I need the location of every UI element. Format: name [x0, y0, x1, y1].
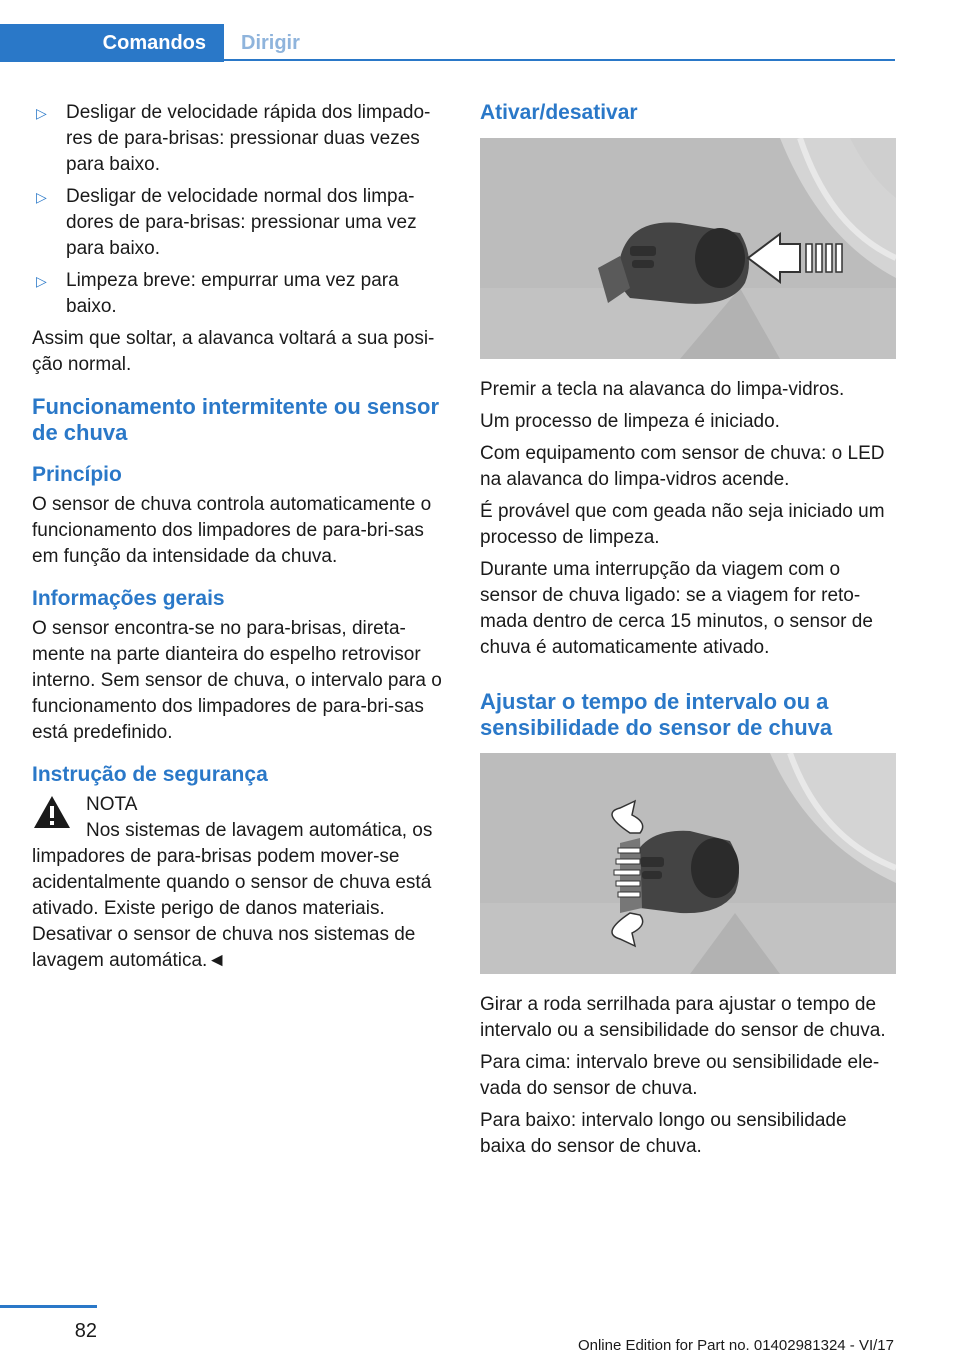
- bullet-list: [32, 100, 446, 320]
- triangle-bullet-icon: ▷: [36, 273, 47, 289]
- tab-dirigir[interactable]: Dirigir: [241, 31, 300, 54]
- paragraph-principio: O sensor de chuva controla automaticamente o funcionamento dos limpadores de para-bri-sas em função da intensidade da chuva.: [32, 494, 432, 567]
- nota-text: limpadores de para-brisas podem mover-se acidentalmente quando o sensor de chuva está ativado. Existe perigo de danos materiais. Desativar o sensor de chuva nos sistemas de lavagem automática.◄: [32, 846, 432, 971]
- page-number: 82: [74, 1320, 97, 1342]
- left-column: [32, 100, 446, 974]
- paragraph-ativar-2: Um processo de limpeza é iniciado.: [480, 411, 780, 432]
- heading-informacoes: Informações gerais: [32, 587, 225, 610]
- heading-ativar: Ativar/desativar: [480, 101, 638, 124]
- paragraph-ajustar-3: Para baixo: intervalo longo ou sensibilidade baixa do sensor de chuva.: [480, 1110, 847, 1157]
- paragraph-ajustar-1: Girar a roda serrilhada para ajustar o tempo de intervalo ou a sensibilidade do sensor de chuva.: [480, 994, 886, 1041]
- tab-comandos[interactable]: Comandos: [0, 24, 224, 62]
- paragraph-ativar-1: Premir a tecla na alavanca do limpa-vidros.: [480, 379, 845, 400]
- footer-divider: [0, 1305, 97, 1308]
- triangle-bullet-icon: ▷: [36, 105, 47, 121]
- heading-ajustar: Ajustar o tempo de intervalo ou a sensibilidade do sensor de chuva: [480, 689, 833, 740]
- paragraph-informacoes: O sensor encontra-se no para-brisas, direta-mente na parte dianteira do espelho retrovisor interno. Sem sensor de chuva, o intervalo para o funcionamento dos limpadores de para-bri-sas está predefinido.: [32, 618, 442, 743]
- paragraph-ativar-4: É provável que com geada não seja iniciado um processo de limpeza.: [480, 501, 885, 548]
- right-column: [480, 100, 896, 1166]
- warning-triangle-icon: [32, 794, 72, 830]
- paragraph-ativar-5: Durante uma interrupção da viagem com o sensor de chuva ligado: se a viagem for reto-mada dentro de cerca 15 minutos, o sensor de chuva é automaticamente ativado.: [480, 559, 873, 658]
- paragraph-after-bullets: Assim que soltar, a alavanca voltará a sua posi-ção normal.: [32, 328, 435, 375]
- list-item: ▷ Desligar de velocidade normal dos limpa-dores de para-brisas: pressionar uma vez para baixo.: [36, 186, 417, 259]
- wiper-lever-wheel-photo: [480, 753, 896, 974]
- warning-note: [32, 792, 446, 974]
- triangle-bullet-icon: ▷: [36, 189, 47, 205]
- list-item: ▷ Limpeza breve: empurrar uma vez para baixo.: [36, 270, 399, 317]
- heading-principio: Princípio: [32, 463, 122, 486]
- nota-text-first-line: Nos sistemas de lavagem automática, os: [86, 820, 433, 841]
- paragraph-ativar-3: Com equipamento com sensor de chuva: o LED na alavanca do limpa-vidros acende.: [480, 443, 885, 490]
- edition-info: Online Edition for Part no. 01402981324 - VI/17: [577, 1337, 894, 1354]
- paragraph-ajustar-2: Para cima: intervalo breve ou sensibilidade ele-vada do sensor de chuva.: [480, 1052, 880, 1099]
- tab-underline: [224, 59, 895, 61]
- heading-seguranca: Instrução de segurança: [32, 763, 268, 786]
- wiper-lever-button-photo: [480, 138, 896, 359]
- header-tabs: [0, 24, 895, 62]
- nota-label: NOTA: [86, 794, 138, 815]
- list-item: ▷ Desligar de velocidade rápida dos limpado-res de para-brisas: pressionar duas vezes para baixo.: [36, 102, 431, 175]
- heading-intermitente: Funcionamento intermitente ou sensor de chuva: [32, 394, 440, 445]
